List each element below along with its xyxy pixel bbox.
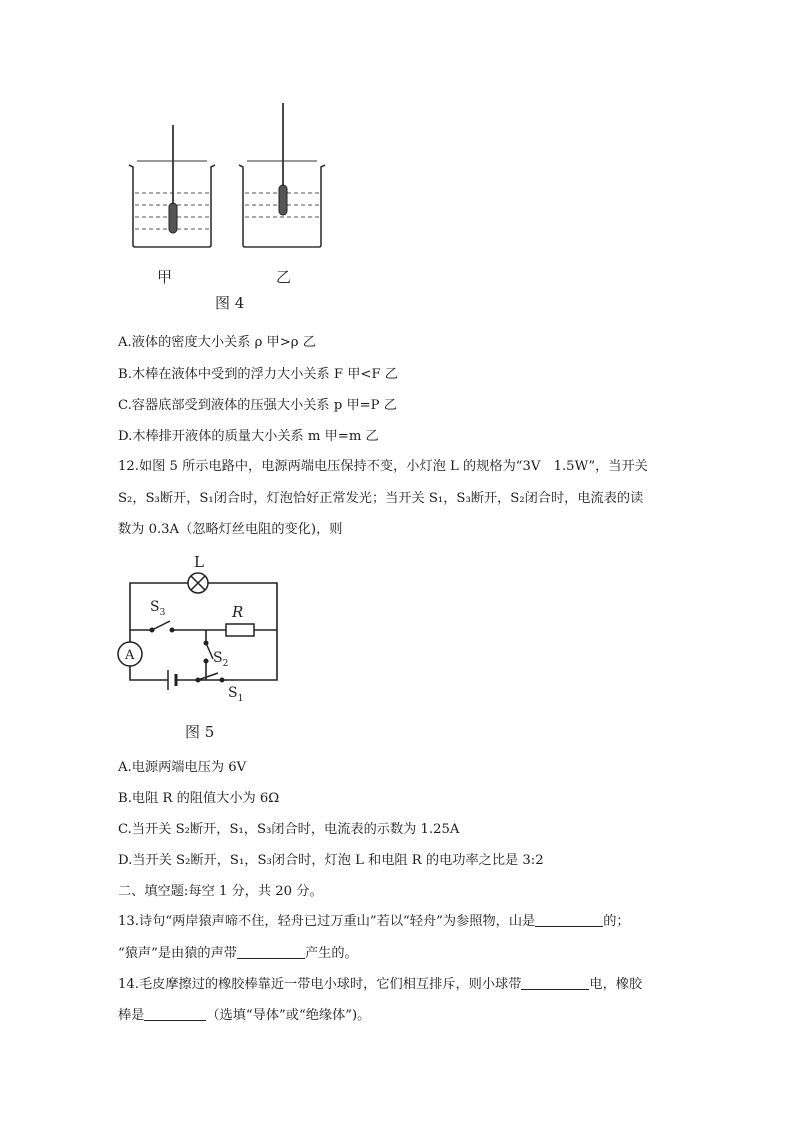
figure-4 bbox=[115, 95, 345, 320]
q12-stem-line3: 数为 0.3A（忽略灯丝电阻的变化)，则 bbox=[118, 522, 343, 537]
q11-option-c: C.容器底部受到液体的压强大小关系 p 甲=P 乙 bbox=[118, 398, 397, 413]
q13-line1 bbox=[118, 913, 630, 931]
label-jia: 甲 bbox=[157, 268, 173, 286]
q12-option-a: A.电源两端电压为 6V bbox=[118, 760, 247, 775]
q13-line2-text-b: 产生的。 bbox=[304, 946, 358, 961]
q13-line1-text-b: 的； bbox=[603, 914, 630, 929]
q14-line1-text-b: 电，橡胶 bbox=[589, 977, 643, 992]
switch-s2-label: $S_2$ bbox=[213, 650, 229, 669]
q11-option-b: B.木棒在液体中受到的浮力大小关系 F 甲<F 乙 bbox=[118, 367, 398, 382]
q14-line2-text-b: （选填“导体”或“绝缘体”)。 bbox=[206, 1008, 371, 1023]
switch-s2 bbox=[204, 641, 213, 663]
q14-line2 bbox=[118, 1007, 370, 1025]
q12-stem-line1: 12.如图 5 所示电路中，电源两端电压保持不变，小灯泡 L 的规格为“3V 1.5W”，当开关 bbox=[118, 459, 648, 474]
figure-5 bbox=[110, 545, 300, 745]
rod-right bbox=[279, 103, 287, 215]
ammeter-label: A bbox=[125, 648, 135, 663]
q13-blank-1[interactable] bbox=[535, 914, 603, 927]
q12-option-c: C.当开关 S₂断开，S₁，S₃闭合时，电流表的示数为 1.25A bbox=[118, 822, 460, 837]
q12-option-d: D.当开关 S₂断开，S₁，S₃闭合时，灯泡 L 和电阻 R 的电功率之比是 3:2 bbox=[118, 853, 544, 868]
q14-line1-text-a: 14.毛皮摩擦过的橡胶棒靠近一带电小球时，它们相互排斥，则小球带 bbox=[118, 977, 522, 992]
q11-option-a: A.液体的密度大小关系 ρ 甲>ρ 乙 bbox=[118, 335, 316, 350]
resistor-label: R bbox=[232, 603, 244, 621]
section-2-heading: 二、填空题:每空 1 分，共 20 分。 bbox=[118, 884, 323, 899]
q13-line2 bbox=[118, 945, 358, 963]
switch-s1-label: $S_1$ bbox=[228, 685, 244, 704]
label-yi: 乙 bbox=[276, 268, 292, 286]
q11-option-d: D.木棒排开液体的质量大小关系 m 甲=m 乙 bbox=[118, 429, 379, 444]
q14-blank-2[interactable] bbox=[144, 1008, 206, 1021]
switch-s3 bbox=[150, 621, 174, 632]
q14-line1 bbox=[118, 976, 642, 994]
rod-left bbox=[169, 125, 177, 233]
switch-s3-label: $S_3$ bbox=[150, 599, 166, 618]
q14-line2-text-a: 棒是 bbox=[118, 1008, 145, 1023]
q12-option-b: B.电阻 R 的阻值大小为 6Ω bbox=[118, 791, 280, 806]
q13-line2-text-a: “猿声”是由猿的声带 bbox=[118, 946, 237, 961]
q14-blank-1[interactable] bbox=[521, 977, 589, 990]
q13-line1-text-a: 13.诗句“两岸猿声啼不住，轻舟已过万重山”若以“轻舟”为参照物，山是 bbox=[118, 914, 536, 929]
q12-stem-line2: S₂，S₃断开，S₁闭合时，灯泡恰好正常发光；当开关 S₁，S₃断开，S₂闭合时，电流表的读 bbox=[118, 491, 644, 506]
q13-blank-2[interactable] bbox=[237, 946, 305, 959]
lamp bbox=[188, 573, 208, 593]
figure-4-caption: 图 4 bbox=[215, 294, 245, 312]
battery bbox=[168, 670, 176, 690]
figure-5-caption: 图 5 bbox=[185, 723, 215, 741]
resistor bbox=[226, 624, 254, 636]
lamp-label: L bbox=[194, 553, 204, 571]
